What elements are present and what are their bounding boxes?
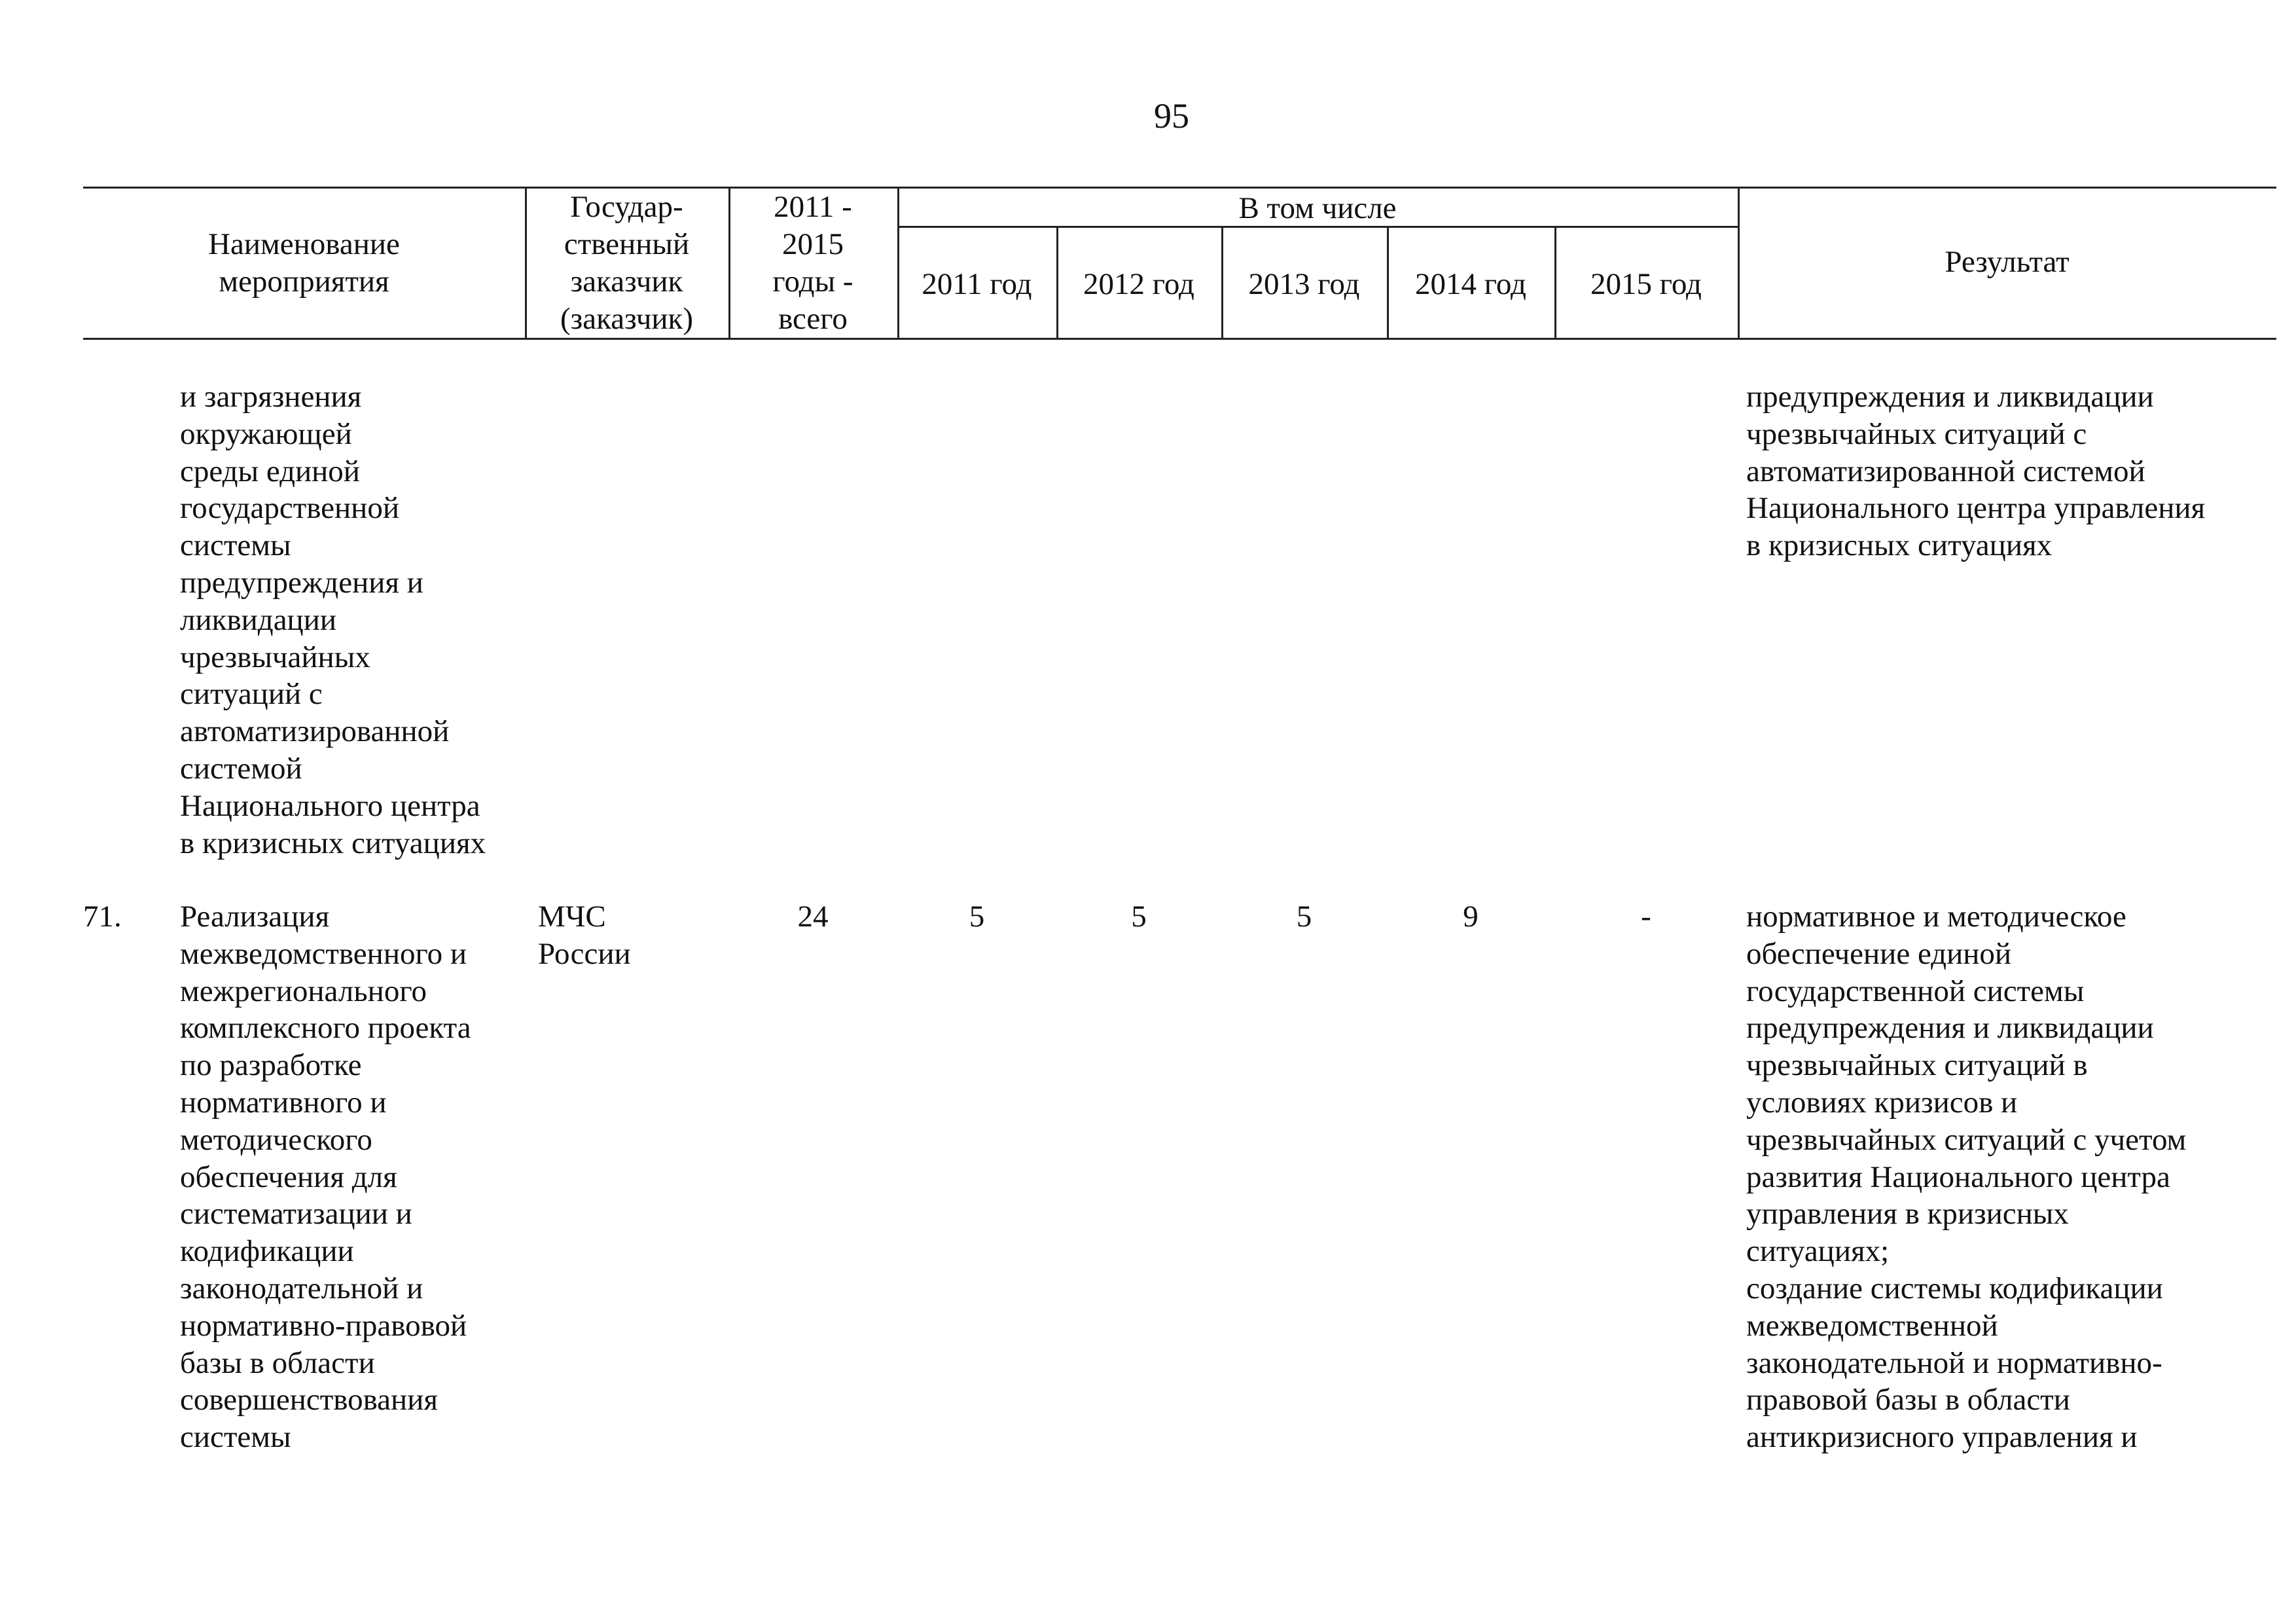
row-total: 24	[797, 900, 829, 934]
row-name: Реализация межведомственного и межрегионального комплексного проекта по разработке нормативного и методического обеспечения для систематизации и кодификации законодательной и нормативно-правовой базы в области совершенствования системы	[180, 900, 471, 1455]
row-2015: -	[1641, 900, 1651, 934]
page-number: 95	[1154, 96, 1189, 136]
header-year-2011: 2011 год	[922, 267, 1032, 301]
header-year-2013: 2013 год	[1248, 267, 1360, 301]
row-result: нормативное и методическое обеспечение единой государственной системы предупреждения и ликвидации чрезвычайных ситуаций в условиях кризисов и чрезвычайных ситуаций с учетом развития Национального центра управления в кризисных ситуациях; создание системы кодификации межведомственной законодательной и нормативно- правовой базы в области антикризисного управления и	[1746, 900, 2187, 1455]
header-result: Результат	[1945, 245, 2070, 279]
row-name: и загрязнения окружающей среды единой государственной системы предупреждения и ликвидации чрезвычайных ситуаций с автоматизированной системой Национального центра в кризисных ситуациях	[180, 380, 486, 860]
header-year-2012: 2012 год	[1083, 267, 1194, 301]
header-customer: Государ- ственный заказчик (заказчик)	[560, 190, 693, 336]
row-customer: МЧС России	[538, 900, 631, 971]
header-total: 2011 - 2015 годы - всего	[772, 190, 853, 336]
header-year-2014: 2014 год	[1415, 267, 1526, 301]
row-2014: 9	[1463, 900, 1479, 934]
row-result: предупреждения и ликвидации чрезвычайных ситуаций с автоматизированной системой Национального центра управления в кризисных ситуациях	[1746, 380, 2206, 563]
header-name: Наименование мероприятия	[208, 227, 400, 299]
row-2012: 5	[1131, 900, 1147, 934]
row-2013: 5	[1296, 900, 1312, 934]
header-year-2015: 2015 год	[1590, 267, 1702, 301]
header-bottom-rule	[83, 338, 2276, 340]
row-2011: 5	[969, 900, 985, 934]
row-number: 71.	[83, 900, 122, 934]
header-including: В том числе	[1238, 191, 1397, 225]
header-top-rule	[83, 187, 2276, 189]
